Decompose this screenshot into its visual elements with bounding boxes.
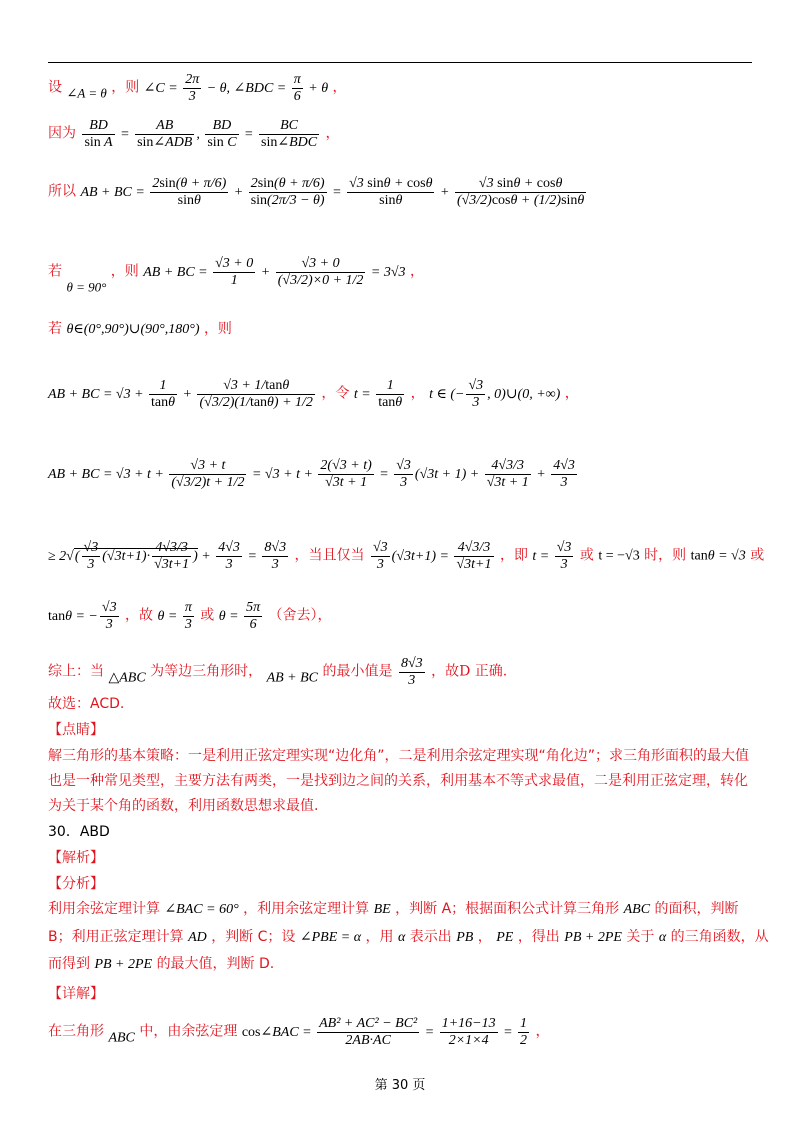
text-l18b: ，判断 C；设 — [211, 929, 296, 945]
math-l18b: ∠PBE = α — [299, 930, 362, 945]
text-l17a: 利用余弦定理计算 — [48, 901, 160, 917]
line-summary — [48, 656, 507, 689]
text-l18h: 的三角函数，从 — [670, 929, 769, 945]
text-l8a: ，当且仅当 — [294, 547, 365, 564]
text-l8d: 时，则 — [644, 547, 687, 564]
math-l10b: AB + BC — [266, 670, 319, 686]
text-l19b: 的最大值，判断 D. — [156, 956, 275, 972]
math-l9a: tanθ = − $\frac{√3}{3}$ — [48, 600, 117, 632]
header-rule — [48, 62, 752, 63]
text-l18a: B；利用正弦定理计算 — [48, 929, 184, 945]
text-l10a: 综上：当 — [48, 663, 104, 680]
math-l9c: θ = $\frac{5\pi}{6}$ — [218, 600, 261, 632]
text-l6c: ， — [564, 385, 579, 402]
text-l1c: ， — [332, 79, 347, 96]
math-l6c: t ∈ (− $\frac{√3}{3}$ , 0)∪(0, +∞) — [429, 378, 561, 410]
text-l10b: 为等边三角形时， — [150, 663, 263, 680]
text-l18g: 关于 — [626, 929, 655, 945]
math-l8a: ≥ 2√( $\frac{√3}{3}$ (√3t+1)· $\frac{4√3/3}{√3t+1}$ ) + $\frac{4√3}{3}$ = $\frac{8√3}{3}$ — [48, 540, 287, 572]
text-l8e: 或 — [750, 547, 765, 564]
page-number: 第 30 页 — [374, 1078, 426, 1093]
line-tan-result — [48, 600, 332, 633]
math-l4b: AB + BC = $\frac{√3 + 0}{1}$ + $\frac{√3 + 0}{(√3/2)\times 0 + 1/2}$ = 3√3 — [143, 256, 406, 288]
math-l5: θ∈(0°,90°)∪(90°,180°) — [66, 322, 200, 337]
math-l8e: tanθ = √3 — [690, 548, 746, 564]
math-l6b: t = $\frac{1}{\tan\theta}$ — [353, 378, 403, 410]
text-l19a: 而得到 — [48, 956, 90, 972]
math-l17b: BE — [373, 902, 391, 917]
math-l3: AB + BC = $\frac{2\sin(\theta + \pi/6)}{\sin\theta}$ + $\frac{2\sin(\theta + \pi/6)}{\sin(2\pi/3 - \theta)}$ = $\frac{√3 \sin\theta + \cos\theta}{\sin\theta}$ + $\frac{√3 \sin\theta + \cos\theta}{(√3/2)\cos\theta + (1/2)\sin\theta}$ — [80, 176, 585, 208]
math-l2: $\frac{BD}{\text{sin A}}$ = $\frac{AB}{\text{sin∠ADB}}$ , $\frac{BD}{\text{sin C}}$ = $\frac{BC}{\text{sin∠BDC}}$ — [84, 118, 318, 150]
analysis-sub-heading: 【分析】 — [48, 876, 104, 892]
text-l21a: 在三角形 — [48, 1023, 104, 1040]
text-l3a: 所以 — [48, 183, 76, 200]
text-l18f: ，得出 — [517, 929, 560, 945]
line-if-range — [48, 320, 232, 339]
line-set-angle — [48, 72, 347, 105]
line-substitute-t — [48, 378, 579, 411]
text-l4b: ，则 — [110, 263, 139, 280]
line-inequality — [48, 540, 764, 573]
math-l9b: θ = $\frac{\pi}{3}$ — [157, 600, 192, 632]
math-l4a: θ = 90° — [66, 279, 107, 295]
text-l9b: 或 — [200, 607, 215, 624]
math-l17a: ∠BAC = 60° — [164, 902, 239, 917]
text-l21b: 中，由余弦定理 — [139, 1023, 238, 1040]
math-l18f: PB + 2PE — [564, 930, 622, 945]
analysis-line-2 — [48, 928, 769, 947]
math-l10a: △ABC — [108, 670, 146, 686]
text-l10d: ，故D 正确. — [431, 663, 508, 680]
text-l17d: 的面积，判断 — [654, 901, 739, 917]
math-l18g: α — [658, 930, 667, 945]
detail-line-1 — [48, 1016, 550, 1049]
text-l17c: ，判断 A；根据面积公式计算三角形 — [395, 901, 620, 917]
text-l4a: 若 — [48, 263, 62, 280]
text-l10c: 的最小值是 — [322, 663, 393, 680]
analysis-heading: 【解析】 — [48, 850, 104, 866]
line-therefore — [48, 176, 588, 209]
question-number: 30．ABD — [48, 824, 110, 840]
math-l17c: ABC — [623, 902, 651, 917]
math-l8d: t = −√3 — [598, 548, 640, 564]
math-l21b: cos∠BAC = $\frac{\text{AB² + AC² − BC²}}{2AB\cdot AC}$ = $\frac{1+16-13}{2\times 1\times 4}$ = $\frac{1}{2}$ — [241, 1016, 528, 1048]
text-l2b: ， — [325, 125, 340, 142]
math-l18e: PE — [496, 930, 514, 945]
text-l17b: ，利用余弦定理计算 — [243, 901, 370, 917]
line-if-90 — [48, 256, 424, 297]
text-l1b: ，则 — [111, 79, 140, 96]
comment-paragraph: 解三角形的基本策略：一是利用正弦定理实现“边化角”，二是利用余弦定理实现“角化边”；求三角形面积的最大值也是一种常见类型，主要方法有两类，一是找到边之间的关系，利用基本不等式求最值，二是利用正弦定理，转化为关于某个角的函数，利用函数思想求最值. — [48, 748, 750, 814]
math-l6a: AB + BC = √3 + $\frac{1}{\tan\theta}$ + $\frac{√3 + 1/\tan\theta}{(√3/2)(1/\tan\theta) + 1/2}$ — [48, 378, 313, 410]
text-l9a: ，故 — [125, 607, 154, 624]
text-l6b: ， — [410, 385, 425, 402]
answer-line: 故选：ACD. — [48, 696, 125, 712]
math-l7: AB + BC = √3 + t + $\frac{√3 + t}{(√3/2)t + 1/2}$ = √3 + t + $\frac{2(√3 + t)}{√3t + 1}$ = $\frac{√3}{3}$ (√3t + 1) + $\frac{4√3/3}{√3t + 1}$ + $\frac{4√3}{3}$ — [48, 458, 575, 490]
math-l21a: ABC — [108, 1030, 135, 1046]
text-l6a: ，令 — [321, 385, 350, 402]
comment-heading: 【点睛】 — [48, 722, 104, 738]
math-l8b: $\frac{√3}{3}$ (√3t+1) = $\frac{4√3/3}{√3t+1}$ — [372, 540, 492, 572]
math-l19: PB + 2PE — [94, 957, 153, 972]
math-l18c: α — [397, 930, 406, 945]
text-l2a: 因为 — [48, 125, 76, 142]
analysis-line-3 — [48, 955, 274, 974]
text-l8c: 或 — [579, 547, 594, 564]
detail-heading: 【详解】 — [48, 986, 104, 1002]
math-l18d: PB — [456, 930, 474, 945]
text-l18d: 表示出 — [409, 929, 452, 945]
text-l9c: （舍去）， — [268, 607, 332, 624]
text-l18c: ，用 — [365, 929, 394, 945]
text-l5b: ，则 — [203, 321, 232, 337]
analysis-line-1 — [48, 900, 739, 919]
text-l5a: 若 — [48, 321, 62, 337]
line-expand — [48, 458, 579, 491]
text-l18e: ， — [477, 929, 492, 945]
math-l18a: AD — [188, 930, 207, 945]
math-l1a: ∠A = θ — [66, 85, 107, 101]
text-l4c: ， — [410, 263, 424, 280]
text-l21c: ， — [535, 1023, 550, 1040]
math-l10c: $\frac{8√3}{3}$ — [400, 656, 423, 688]
text-l1a: 设 — [48, 79, 62, 96]
math-l8c: t = $\frac{√3}{3}$ — [532, 540, 572, 572]
math-l1b: ∠C = $\frac{2\pi}{3}$ − θ, ∠BDC = $\frac{\pi}{6}$ + θ — [143, 72, 329, 104]
text-l8b: ，即 — [499, 547, 528, 564]
line-because — [48, 118, 340, 151]
